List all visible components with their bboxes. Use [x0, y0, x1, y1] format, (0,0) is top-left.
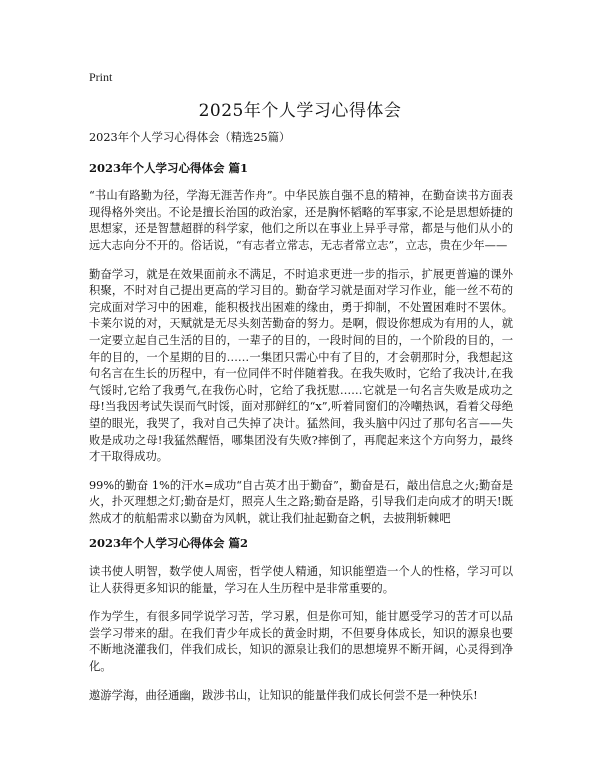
document-title: 2025年个人学习心得体会 — [198, 101, 402, 121]
paragraph: “书山有路勤为径，学海无涯苦作舟”。中华民族自强不息的精神，在勤奋读书方面表现得格外突出。不论是擅长治国的政治家，还是胸怀韬略的军事家,不论是思想娇捷的思想家，还是智慧超群的科学家，他们之所以在事业上异乎寻常，都是与他们从小的远大志向分不开的。俗话说，“有志者立常志，无志者常立志”，立志，贵在少年—— — [89, 189, 513, 252]
paragraph: 读书使人明智，数学使人周密，哲学使人精通，知识能塑造一个人的性格，学习可以让人获得更多知识的能量，学习在人生历程中是非常重要的。 — [89, 565, 513, 595]
article-body — [89, 130, 513, 716]
section-heading-2: 2023年个人学习心得体会 篇2 — [89, 536, 249, 551]
document-subtitle: 2023年个人学习心得体会（精选25篇） — [89, 131, 291, 144]
paragraph: 作为学生，有很多同学说学习苦，学习累，但是你可知，能甘愿受学习的苦才可以品尝学习带来的甜。在我们青少年成长的黄金时期，不但要身体成长，知识的源泉也要不断地浇灌我们，伴我们成长，知识的源泉让我们的思想境界不断开阔，心灵得到净化。 — [89, 610, 513, 674]
print-link[interactable]: Print — [89, 70, 113, 84]
paragraph: 勤奋学习，就是在效果面前永不满足，不时追求更进一步的指示，扩展更普遍的课外积聚，不时对自己提出更高的学习目的。勤奋学习就是面对学习作业，能一丝不苟的完成面对学习中的困难，能积极找出困难的缘由，勇于抑制，不处置困难时不罢休。卡莱尔说的对，天赋就是无尽头刻苦勤奋的努力。是啊，假设你想成为有用的人，就一定要立起自己生活的目的，一辈子的目的，一段时间的目的，一个阶段的目的，一年的目的，一个星期的目的……一集团只需心中有了目的，才会朝那时分，我想起这句名言在生长的历程中，有一位同伴不时伴随着我。在我失败时，它给了我决计,在我气馁时,它给了我勇气,在我伤心时，它给了我抚慰……它就是一句名言失败是成功之母!当我因考试失误而气时馁，面对那鲜红的“x”,听着同窗们的冷嘲热讽，看着父母绝望的眼光，我哭了，我对自己失掉了决计。猛然间，我头脑中闪过了那句名言——失败是成功之母!我猛然醒悟，哪集团没有失败?摔倒了，再爬起来这个方向努力，最终才干取得成功。 — [89, 267, 513, 464]
paragraph: 遨游学海，曲径通幽，跋涉书山，让知识的能量伴我们成长何尝不是一种快乐! — [89, 688, 478, 702]
paragraph: 99%的勤奋 1%的汗水=成功“自古英才出于勤奋”，勤奋是石，敲出信息之火;勤奋是火，扑灭理想之灯;勤奋是灯，照亮人生之路;勤奋是路，引导我们走向成才的明天!既然成才的航船需求以勤奋为风帆，就让我们扯起勤奋之帆，去披荆斩棘吧 — [89, 478, 513, 525]
section-heading-1: 2023年个人学习心得体会 篇1 — [89, 160, 249, 175]
